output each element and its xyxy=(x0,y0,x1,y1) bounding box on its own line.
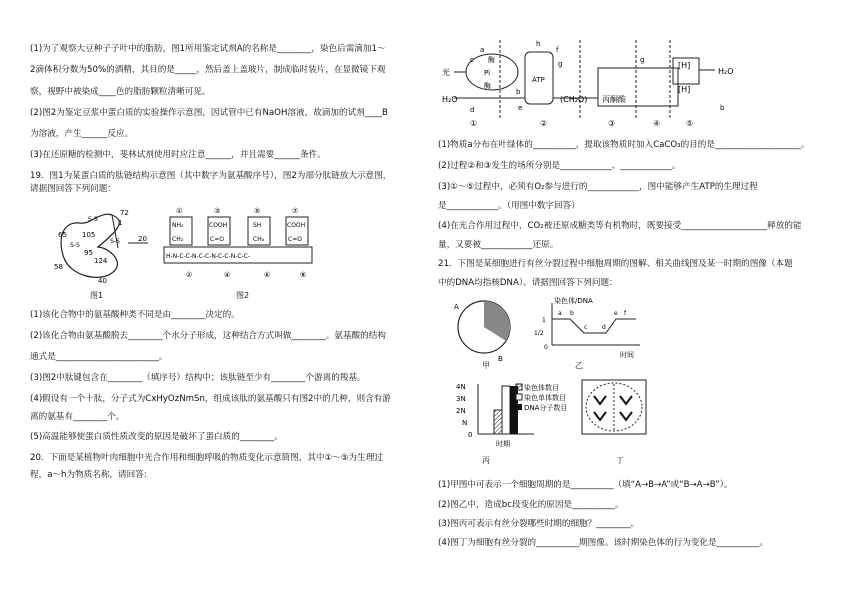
text-line: 是____________。（用图中数字回答） xyxy=(438,201,580,211)
bar-chart-xlabel: 时期 xyxy=(496,440,510,448)
legend-entry: 染色体数目 xyxy=(524,384,559,392)
metabolism-diagram xyxy=(440,30,770,130)
diagram-letter: d xyxy=(470,106,475,114)
ratio-chart-point: b xyxy=(570,310,574,317)
bar-chart-tick: 0 xyxy=(468,431,473,439)
cell-cycle-point-b: B xyxy=(498,355,503,363)
diagram-letter: a xyxy=(480,46,485,54)
text-line: 量，又要被____________还原。 xyxy=(438,240,559,250)
diagram-label: Pi xyxy=(484,69,491,77)
fig1-num: 65 xyxy=(58,231,67,239)
diagram-label: H₂O xyxy=(442,95,458,104)
fig2-group: NH₂ xyxy=(172,222,184,229)
diagram-label: [H] xyxy=(678,85,691,94)
text-line: (3)图丙可表示有丝分裂哪些时期的细胞？________。 xyxy=(438,519,640,529)
ratio-chart-point: d xyxy=(602,324,606,331)
step-number: ② xyxy=(540,119,548,128)
diagram-letter: f xyxy=(556,46,559,54)
text-line: (1)该化合物中的氨基酸种类不同是由________决定的。 xyxy=(30,310,240,320)
diagram-letter: e xyxy=(518,104,523,112)
diagram-label: 丙酮酸 xyxy=(602,95,626,104)
chart-caption-bing: 丙 xyxy=(482,456,490,465)
text-line: (4)图丁为细胞有丝分裂的__________期图像。该时期染色体的行为变化是__________。 xyxy=(438,538,769,548)
fig1-num: 20 xyxy=(138,235,147,243)
text-line: 20．下面是某植物叶肉细胞中光合作用和细胞呼吸的物质变化示意简图，其中①～⑤为生理过 xyxy=(30,453,383,463)
ratio-line-chart xyxy=(530,295,650,365)
text-line: 通式是________________________。 xyxy=(30,352,168,362)
ratio-chart-tick: 0 xyxy=(544,344,548,351)
chromosome-bar-chart xyxy=(454,380,594,455)
fig2-sub: C=O xyxy=(210,236,224,243)
fig1-num: 105 xyxy=(82,231,96,239)
chart-caption-yi: 乙 xyxy=(575,361,583,370)
text-line: (1)为了观察大豆种子子叶中的脂肪，图1所用鉴定试剂A的名称是________，染色后需滴加1～ xyxy=(30,44,386,54)
ratio-chart-tick: 1/2 xyxy=(534,330,544,337)
fig2-sub: C=O xyxy=(288,236,302,243)
text-line: 19．图1为某蛋白质的肽链结构示意图（其中数字为氨基酸序号），图2为部分肽链放大示意图， xyxy=(30,171,392,181)
text-line: (5)高温能够使蛋白质性质改变的原因是破坏了蛋白质的________。 xyxy=(30,432,283,442)
fig1-ss: S-S xyxy=(88,216,98,223)
fig2-group: COOH xyxy=(209,222,228,229)
text-line: (2)图乙中，造成bc段变化的原因是__________。 xyxy=(438,500,624,510)
fig2-caption: 图2 xyxy=(236,291,250,300)
ratio-chart-point: f xyxy=(624,310,627,317)
step-number: ⑤ xyxy=(686,119,694,128)
fig1-num: 124 xyxy=(94,257,108,265)
text-line: (3)图2中肽键包含在________（填序号）结构中；该肽链至少有________个游离的羧基。 xyxy=(30,373,366,383)
text-line: 程，a～h为物质名称，请回答: xyxy=(30,470,147,480)
diagram-letter: g xyxy=(558,60,563,68)
fig1-num: 72 xyxy=(120,209,129,217)
fig2-circle-num: ③ xyxy=(214,207,221,215)
diagram-label: H₂O xyxy=(718,67,734,76)
diagram-label: (CH₂O) xyxy=(560,95,588,104)
ratio-chart-point: c xyxy=(584,324,588,331)
text-line: 察，视野中被染成____色的脂肪颗粒清晰可见。 xyxy=(30,87,211,97)
fig2-circle-num: ⑥ xyxy=(264,271,271,279)
step-number: ① xyxy=(470,119,478,128)
chart-caption-jia: 甲 xyxy=(482,361,490,370)
text-line: 离的氨基有________个。 xyxy=(30,412,125,422)
diagram-label: [H] xyxy=(678,61,691,70)
fig2-backbone: H-N-C-C-N-C-C-N-C-C-N-C-C- xyxy=(166,253,251,260)
bar-chart-tick: 4N xyxy=(456,383,466,391)
fig1-num: 58 xyxy=(54,263,63,271)
fig2-circle-num: ④ xyxy=(224,271,231,279)
diagram-letter: g xyxy=(640,56,645,64)
fig1-num: 40 xyxy=(98,277,107,285)
fig1-caption: 图1 xyxy=(90,291,104,300)
figure-2-peptide-chain xyxy=(160,205,320,285)
fig1-ss: S-S xyxy=(70,242,80,249)
fig2-circle-num: ⑤ xyxy=(254,207,261,215)
diagram-letter: b xyxy=(720,104,725,112)
fig2-circle-num: ⑧ xyxy=(300,271,307,279)
text-line: 为溶液，产生______反应。 xyxy=(30,129,134,139)
ratio-chart-point: a xyxy=(558,310,562,317)
diagram-label: ATP xyxy=(532,76,545,84)
fig2-circle-num: ② xyxy=(186,271,193,279)
fig2-group: SH xyxy=(253,222,262,229)
fig2-sub: CH₃ xyxy=(253,236,265,243)
ratio-chart-ylabel: 染色体/DNA xyxy=(554,297,593,305)
fig1-num: 95 xyxy=(84,249,93,257)
cell-cycle-diagram xyxy=(452,295,522,365)
text-line: (3)在还原糖的检测中，斐林试剂使用时应注意______，并且需要______条件。 xyxy=(30,150,326,160)
text-line: (2)过程②和③发生的场所分别是____________、____________。 xyxy=(438,161,681,171)
diagram-letter: b xyxy=(516,88,521,96)
fig2-circle-num: ① xyxy=(176,207,183,215)
text-line: (1)甲图中可表示一个细胞周期的是__________（填“A→B→A”或“B→A→B”）。 xyxy=(438,480,733,490)
legend-entry: DNA分子数目 xyxy=(524,404,568,412)
fig1-num: 1 xyxy=(118,219,123,227)
text-line: (1)物质a分布在叶绿体的__________，提取该物质时加入CaCO₃的目的是____________________。 xyxy=(438,140,810,150)
mitosis-cell-image xyxy=(580,378,650,438)
diagram-label: 酶 xyxy=(488,56,495,64)
ratio-chart-point: e xyxy=(614,310,618,317)
diagram-label: 光 xyxy=(442,68,450,77)
figure-1-peptide-loop xyxy=(50,203,150,293)
ratio-chart-tick: 1 xyxy=(542,317,546,324)
text-line: (4)在光合作用过程中，CO₂被还原成糖类等有机物时，既要接受____________________释放的能 xyxy=(438,221,802,231)
ratio-chart-xlabel: 时间 xyxy=(620,351,634,359)
diagram-letter: h xyxy=(536,40,541,48)
bar-chart-tick: N xyxy=(462,419,468,427)
text-line: (4)假设有一个十肽，分子式为CxHyOzNmSn，组成该肽的氨基酸只有图2中的几种，则含有游 xyxy=(30,394,391,404)
fig1-ss: S-S xyxy=(110,238,120,245)
cell-cycle-point-a: A xyxy=(454,303,459,311)
text-line: 21．下图是某细胞进行有丝分裂过程中细胞周期的图解、相关曲线图及某一时期的图像（本题 xyxy=(438,259,793,269)
text-line: 中的DNA均指核DNA）。请据图回答下列问题： xyxy=(438,278,618,288)
bar-chart-tick: 2N xyxy=(456,407,466,415)
text-line: (3)①～⑤过程中，必须有O₂参与进行的____________，图中能够产生ATP的生理过程 xyxy=(438,182,758,192)
diagram-label: 酶 xyxy=(484,82,491,90)
bar-chart-tick: 3N xyxy=(456,395,466,403)
text-line: (2)该化合物由氨基酸脱去________个水分子形成，这种结合方式叫做________。氨基酸的结构 xyxy=(30,331,386,341)
legend-entry: 染色单体数目 xyxy=(524,394,566,402)
fig2-circle-num: ⑦ xyxy=(292,207,299,215)
fig2-group: COOH xyxy=(287,222,306,229)
chart-caption-ding: 丁 xyxy=(616,456,624,465)
text-line: 请据图回答下列问题： xyxy=(30,184,116,194)
fig2-sub: CH₂ xyxy=(172,236,184,243)
diagram-letter: c xyxy=(470,56,474,64)
step-number: ④ xyxy=(653,119,661,128)
step-number: ③ xyxy=(608,119,616,128)
text-line: (2)图2为鉴定豆浆中蛋白质的实验操作示意图，因试管中已有NaOH溶液，故滴加的试剂____B xyxy=(30,108,388,118)
text-line: 2滴体积分数为50%的酒精，其目的是_____，然后盖上盖玻片，制成临时装片，在显微镜下观 xyxy=(30,65,386,75)
